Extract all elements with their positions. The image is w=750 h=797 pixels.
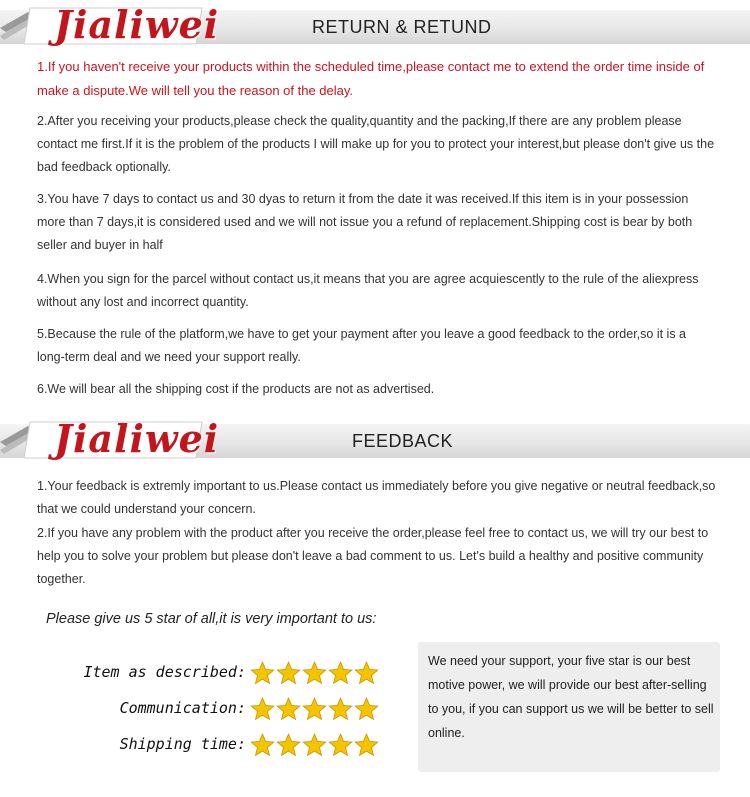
star-icon[interactable] bbox=[250, 696, 275, 722]
support-note: We need your support, your five star is our best motive power, we will provide our best after-selling to you, if you can support us we will be better to sell online. bbox=[428, 654, 714, 740]
star-icon[interactable] bbox=[302, 732, 327, 758]
star-icon[interactable] bbox=[354, 660, 379, 686]
rating-row bbox=[0, 660, 246, 690]
logo bbox=[24, 416, 220, 461]
logo-text: Jialiwei bbox=[54, 416, 220, 461]
return-item-2: 2.After you receiving your products,please check the quality,quantity and the packing,If there are any problem please contact me first.If it is the problem of the products I will make up for you to protect your interest,but please don't give us the bad feedback optionally. bbox=[37, 114, 715, 174]
star-icon[interactable] bbox=[250, 732, 275, 758]
support-note-box bbox=[418, 642, 720, 772]
return-item-3: 3.You have 7 days to contact us and 30 dyas to return it from the date it was received.If this item is in your possession more than 7 days,it is considered used and we will not issue you a refund of replacement.Shipping cost is bear by both seller and buyer in half bbox=[37, 192, 693, 252]
rating-label: Item as described: bbox=[83, 663, 246, 681]
feedback-banner bbox=[0, 416, 750, 461]
star-rating[interactable] bbox=[250, 696, 380, 726]
logo bbox=[24, 2, 220, 47]
star-rating[interactable] bbox=[250, 732, 380, 762]
section-title-return: RETURN & RETUND bbox=[312, 17, 492, 37]
return-banner bbox=[0, 2, 750, 47]
star-icon[interactable] bbox=[354, 696, 379, 722]
star-icon[interactable] bbox=[354, 732, 379, 758]
star-icon[interactable] bbox=[250, 660, 275, 686]
rating-label: Communication: bbox=[119, 699, 246, 717]
star-rating[interactable] bbox=[250, 660, 380, 690]
star-icon[interactable] bbox=[328, 732, 353, 758]
star-icon[interactable] bbox=[328, 660, 353, 686]
rating-label: Shipping time: bbox=[119, 735, 246, 753]
rating-row bbox=[0, 732, 246, 762]
logo-text: Jialiwei bbox=[54, 2, 220, 47]
feedback-item-1: 1.Your feedback is extremly important to us.Please contact us immediately before you give negative or neutral feedback,so that we could understand your concern. bbox=[37, 479, 716, 516]
section-title-feedback: FEEDBACK bbox=[352, 431, 454, 451]
return-item-6: 6.We will bear all the shipping cost if the products are not as advertised. bbox=[37, 382, 435, 396]
return-item-1: 1.If you haven't receive your products within the scheduled time,please contact me to extend the order time inside of make a dispute.We will tell you the reason of the delay. bbox=[37, 59, 705, 98]
return-item-5: 5.Because the rule of the platform,we have to get your payment after you leave a good feedback to the order,so it is a long-term deal and we need your support really. bbox=[37, 327, 687, 364]
feedback-item-2: 2.If you have any problem with the product after you receive the order,please feel free to contact us, we will try our best to help you to solve your problem but please don't leave a bad comment to us. Let's build a healthy and positive community together. bbox=[37, 526, 709, 586]
star-icon[interactable] bbox=[302, 696, 327, 722]
star-icon[interactable] bbox=[302, 660, 327, 686]
star-icon[interactable] bbox=[276, 660, 301, 686]
return-item-4: 4.When you sign for the parcel without contact us,it means that you are agree acquiescently to the rule of the aliexpress without any lost and incorrect quantity. bbox=[37, 272, 699, 309]
rating-prompt: Please give us 5 star of all,it is very important to us: bbox=[46, 611, 377, 627]
rating-row bbox=[0, 696, 246, 726]
star-icon[interactable] bbox=[328, 696, 353, 722]
star-icon[interactable] bbox=[276, 732, 301, 758]
star-icon[interactable] bbox=[276, 696, 301, 722]
